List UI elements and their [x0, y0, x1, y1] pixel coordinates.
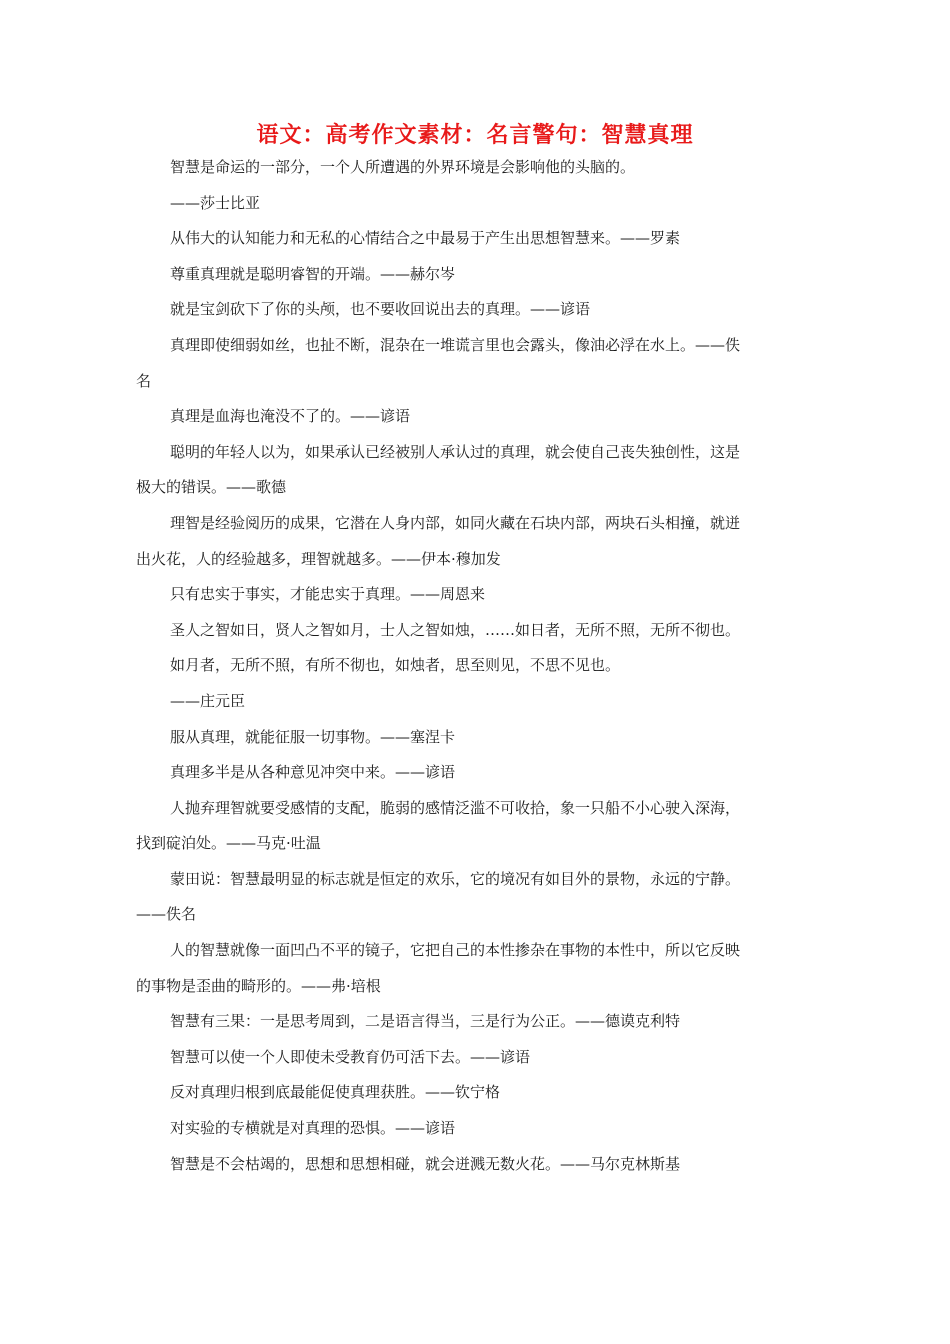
quote-paragraph: 人的智慧就像一面凹凸不平的镜子，它把自己的本性掺杂在事物的本性中，所以它反映	[170, 941, 741, 960]
quote-paragraph: 真理即使细弱如丝，也扯不断，混杂在一堆谎言里也会露头，像油必浮在水上。——佚	[170, 335, 741, 354]
quote-paragraph: 的事物是歪曲的畸形的。——弗·培根	[136, 976, 381, 995]
quote-paragraph: 真理多半是从各种意见冲突中来。——谚语	[170, 763, 456, 782]
quote-paragraph: 服从真理，就能征服一切事物。——塞涅卡	[170, 727, 456, 746]
quote-paragraph: 尊重真理就是聪明睿智的开端。——赫尔岑	[170, 264, 456, 283]
quote-paragraph: 人抛弃理智就要受感情的支配，脆弱的感情泛滥不可收拾，象一只船不小心驶入深海，	[170, 798, 741, 817]
quote-paragraph: 名	[136, 371, 152, 390]
quote-paragraph: 就是宝剑砍下了你的头颅，也不要收回说出去的真理。——谚语	[170, 300, 591, 319]
quote-paragraph: ——佚名	[136, 905, 197, 924]
quote-paragraph: 智慧是命运的一部分，一个人所遭遇的外界环境是会影响他的头脑的。	[170, 158, 636, 176]
quote-paragraph: 如月者，无所不照，有所不彻也，如烛者，思至则见，不思不见也。	[170, 656, 621, 675]
quote-paragraph: 对实验的专横就是对真理的恐惧。——谚语	[170, 1119, 456, 1138]
document-title: 语文：高考作文素材：名言警句：智慧真理	[256, 123, 694, 148]
quote-paragraph: 只有忠实于事实，才能忠实于真理。——周恩来	[170, 585, 486, 604]
quote-paragraph: 理智是经验阅历的成果，它潜在人身内部，如同火藏在石块内部，两块石头相撞，就迸	[170, 513, 741, 532]
quote-paragraph: 聪明的年轻人以为，如果承认已经被别人承认过的真理，就会使自己丧失独创性，这是	[170, 442, 741, 461]
quote-paragraph: 圣人之智如日，贤人之智如月，士人之智如烛，……如日者，无所不照，无所不彻也。	[170, 620, 741, 639]
quote-paragraph: 找到碇泊处。——马克·吐温	[136, 834, 321, 853]
document-body	[136, 150, 816, 1182]
quote-paragraph: 智慧可以使一个人即使未受教育仍可活下去。——谚语	[170, 1047, 531, 1066]
quote-paragraph: 蒙田说：智慧最明显的标志就是恒定的欢乐，它的境况有如目外的景物，永远的宁静。	[170, 869, 741, 888]
quote-paragraph: 出火花，人的经验越多，理智就越多。——伊本·穆加发	[136, 549, 501, 568]
quote-paragraph: ——庄元臣	[170, 691, 246, 710]
quote-paragraph: 从伟大的认知能力和无私的心情结合之中最易于产生出思想智慧来。——罗素	[170, 229, 681, 248]
quote-paragraph: 智慧有三果：一是思考周到，二是语言得当，三是行为公正。——德谟克利特	[170, 1012, 681, 1031]
quote-paragraph: ——莎士比亚	[170, 193, 261, 212]
quote-paragraph: 智慧是不会枯竭的，思想和思想相碰，就会迸溅无数火花。——马尔克林斯基	[170, 1154, 681, 1173]
quote-paragraph: 极大的错误。——歌德	[136, 478, 287, 497]
quote-paragraph: 反对真理归根到底最能促使真理获胜。——钦宁格	[170, 1083, 501, 1102]
quote-paragraph: 真理是血海也淹没不了的。——谚语	[170, 407, 411, 426]
